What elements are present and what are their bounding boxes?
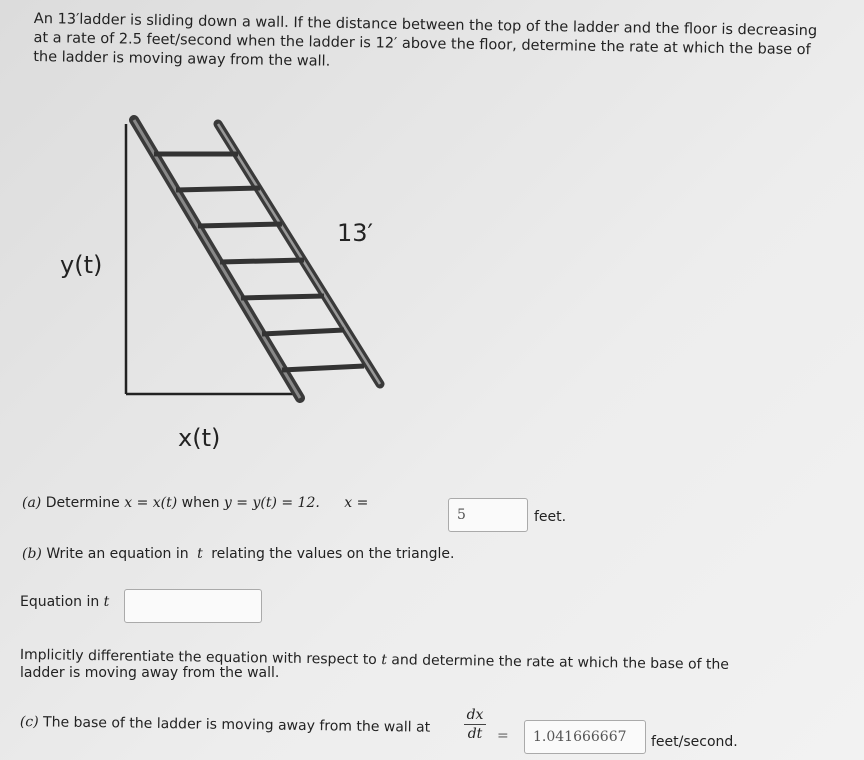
instruction-line2: ladder is moving away from the wall.: [20, 665, 280, 681]
equation-label-row: [20, 593, 109, 611]
dxdt-fraction: [464, 707, 486, 742]
part-c-unit: feet/second.: [651, 734, 738, 750]
instruction-start: Implicitly differentiate the equation with respect to: [19, 646, 377, 668]
part-b-prompt-end: relating the values on the triangle.: [211, 546, 455, 562]
problem-statement: An 13′ladder is sliding down a wall. If the distance between the top of the ladder and the floor is decreasing at a rate of 2.5 feet/second when the ladder is 12′ above the floor, determine the rate at which the base of the ladder is moving away from the wall.: [33, 10, 818, 70]
part-b-marker: (b): [22, 546, 42, 562]
part-a-when: when: [181, 495, 220, 511]
equation-var: t: [103, 594, 110, 610]
ladder-icon: [134, 120, 380, 398]
part-b-var: t: [197, 546, 203, 562]
x-axis-label: x(t): [178, 424, 221, 452]
y-axis-label: y(t): [60, 251, 103, 279]
equation-input[interactable]: [124, 589, 262, 623]
instruction-var: t: [381, 652, 388, 669]
part-c-marker: (c): [19, 713, 39, 731]
ladder-length-label: 13′: [337, 219, 373, 247]
part-a-unit: feet.: [534, 509, 567, 525]
part-b-prompt: Write an equation in: [46, 546, 189, 562]
part-a-row: [22, 494, 368, 512]
ladder-diagram: [110, 110, 400, 410]
part-b-row: [22, 545, 454, 563]
part-c-equals: =: [497, 728, 509, 744]
part-a-x-eq: x =: [344, 495, 369, 511]
part-c-row: [20, 713, 431, 737]
part-a-math-lhs: x = x(t): [124, 495, 178, 511]
equation-label: Equation in: [20, 594, 100, 610]
dxdt-numerator: dx: [466, 707, 484, 723]
part-a-marker: (a): [22, 495, 42, 511]
instruction-end: and determine the rate at which the base of the: [391, 652, 730, 673]
part-c-answer-input[interactable]: 1.041666667: [524, 720, 646, 754]
part-a-condition: y = y(t) = 12.: [223, 495, 320, 511]
part-a-answer-input[interactable]: 5: [448, 498, 528, 532]
part-c-prompt: The base of the ladder is moving away from the wall at: [42, 714, 431, 736]
part-a-prompt: Determine: [45, 495, 120, 511]
dxdt-denominator: dt: [467, 726, 483, 742]
